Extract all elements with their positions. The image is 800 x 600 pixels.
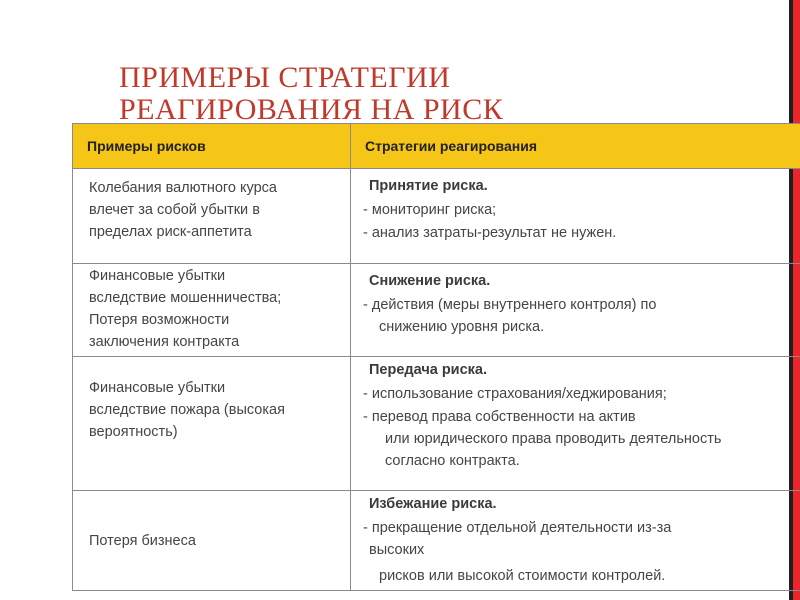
risk-cell	[73, 491, 351, 591]
strategy-item-line: или юридического права проводить деятельность	[385, 431, 722, 447]
strategy-item-line: согласно контракта.	[385, 453, 520, 469]
table-row	[73, 491, 800, 591]
strategy-item	[363, 294, 793, 338]
risk-text-line: Потеря бизнеса	[89, 532, 196, 549]
risk-text-line: вследствие мошенничества;	[89, 290, 282, 306]
risk-cell	[73, 357, 351, 491]
risk-text-line: Финансовые убытки	[89, 380, 226, 396]
strategy-item	[363, 565, 793, 587]
strategy-item	[363, 383, 793, 405]
table-row	[73, 169, 800, 264]
strategy-item	[363, 517, 793, 561]
strategy-item-line: высоких	[369, 542, 425, 558]
header-risk-examples: Примеры рисков	[73, 124, 351, 169]
strategy-item-line: - перевод права собственности на актив	[363, 409, 636, 425]
strategy-item-line: - использование страхования/хеджирования;	[363, 386, 667, 402]
strategy-item-line: рисков или высокой стоимости контролей.	[379, 568, 666, 584]
strategy-item	[363, 222, 793, 244]
strategy-item-line: снижению уровня риска.	[379, 319, 545, 335]
slide-title-line-2: РЕАГИРОВАНИЯ НА РИСК	[119, 93, 504, 122]
risk-text-line: влечет за собой убытки в	[89, 202, 260, 218]
risk-cell	[73, 169, 351, 264]
risk-strategy-table	[72, 123, 800, 591]
table-header-row	[73, 124, 800, 169]
risk-cell	[73, 264, 351, 357]
strategy-cell	[351, 491, 800, 591]
risk-text-line: Колебания валютного курса	[89, 180, 277, 196]
risk-text-line: Потеря возможности	[89, 312, 230, 328]
strategy-item-line: - действия (меры внутреннего контроля) по	[363, 297, 657, 313]
risk-text-line: заключения контракта	[89, 334, 240, 350]
strategy-item	[363, 199, 793, 221]
strategy-title: Избежание риска.	[369, 496, 497, 512]
slide-title-line-1: ПРИМЕРЫ СТРАТЕГИИ	[119, 62, 451, 94]
risk-text-line: вероятность)	[89, 424, 178, 440]
table-row	[73, 264, 800, 357]
strategy-title: Снижение риска.	[369, 273, 491, 289]
slide-title	[119, 62, 719, 122]
strategy-cell	[351, 357, 800, 491]
strategy-item-line: - мониторинг риска;	[363, 202, 497, 218]
strategy-cell	[351, 169, 800, 264]
strategy-item-line: - прекращение отдельной деятельности из-за	[363, 520, 672, 536]
strategy-cell	[351, 264, 800, 357]
risk-text-line: пределах риск-аппетита	[89, 224, 252, 240]
table-row	[73, 357, 800, 491]
header-response-strategies: Стратегии реагирования	[351, 124, 800, 169]
risk-text-line: Финансовые убытки	[89, 268, 226, 284]
strategy-title: Передача риска.	[369, 362, 488, 378]
strategy-item-line: - анализ затраты-результат не нужен.	[363, 225, 617, 241]
strategy-item	[363, 406, 793, 472]
strategy-title: Принятие риска.	[369, 178, 488, 194]
risk-text-line: вследствие пожара (высокая	[89, 402, 285, 418]
